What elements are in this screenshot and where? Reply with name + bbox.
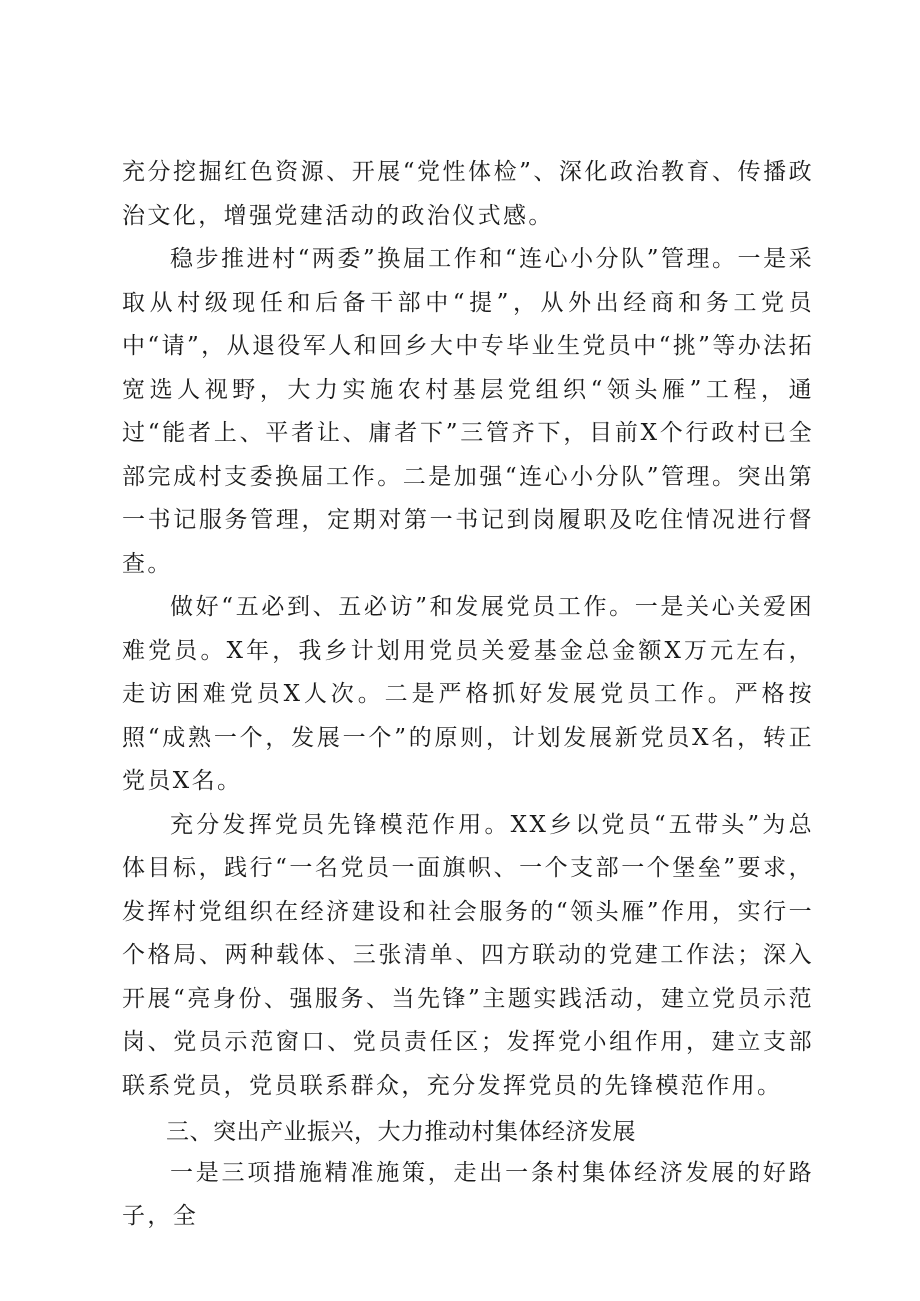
paragraph-village-committee: 稳步推进村“两委”换届工作和“连心小分队”管理。一是采取从村级现任和后备干部中“提”，从外出经商和务工党员中“请”，从退役军人和回乡大中专毕业生党员中“挑”等办法拓宽选人视野，大力实施农村基层党组织“领头雁”工程，通过“能者上、平者让、庸者下”三管齐下，目前X个行政村已全部完成村支委换届工作。二是加强“连心小分队”管理。突出第一书记服务管理，定期对第一书记到岗履职及吃住情况进行督查。 [122,246,814,577]
section-heading: 三、突出产业振兴，大力推动村集体经济发展 [166,1119,636,1145]
document-body [122,151,814,1239]
paragraph-party-member-visits: 做好“五必到、五必访”和发展党员工作。一是关心关爱困难党员。X年，我乡计划用党员关爱基金总金额X万元左右，走访困难党员X人次。二是严格抓好发展党员工作。严格按照“成熟一个，发展一个”的原则，计划发展新党员X名，转正党员X名。 [122,594,814,794]
paragraph-vanguard-role: 充分发挥党员先锋模范作用。XX乡以党员“五带头”为总体目标，践行“一名党员一面旗帜、一个支部一个堡垒”要求，发挥村党组织在经济建设和社会服务的“领头雁”作用，实行一个格局、两种载体、三张清单、四方联动的党建工作法；深入开展“亮身份、强服务、当先锋”主题实践活动，建立党员示范岗、党员示范窗口、党员责任区；发挥党小组作用，建立支部联系党员，党员联系群众，充分发挥党员的先锋模范作用。 [122,811,814,1099]
paragraph-continuation: 充分挖掘红色资源、开展“党性体检”、深化政治教育、传播政治文化，增强党建活动的政治仪式感。 [122,159,814,229]
paragraph-industry-measures: 一是三项措施精准施策，走出一条村集体经济发展的好路子，全 [122,1159,814,1229]
